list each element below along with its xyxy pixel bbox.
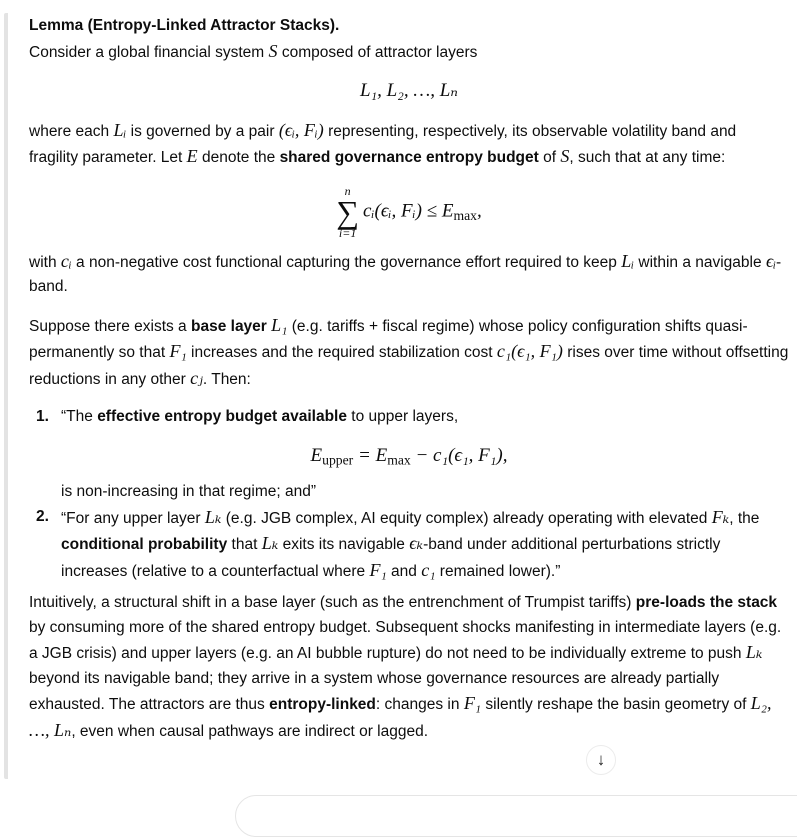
text: -band. [29, 253, 782, 295]
math-symbol: F₁ [169, 341, 187, 361]
arrow-down-icon: ↓ [596, 750, 606, 769]
bold-term: base layer [191, 317, 267, 335]
subscript: upper [322, 451, 354, 467]
sum-upper-limit: n [344, 183, 351, 198]
text: -band under additional perturbations strictly increases (relative to a counterfactual where [61, 536, 721, 580]
text: (e.g. JGB complex, AI equity complex) already operating with elevated [225, 509, 708, 527]
math-symbol: cᵢ [60, 250, 72, 271]
paragraph-cost [29, 249, 789, 300]
math-symbol: E [186, 146, 198, 166]
math-symbol: L₂, …, Lₙ [29, 693, 772, 740]
math-symbol: Lᵢ [621, 250, 635, 271]
math-symbol: Lₖ [204, 506, 222, 527]
math-symbol: ϵₖ [409, 533, 424, 553]
math-symbol: cⱼ [190, 367, 203, 388]
equation-text: E [310, 444, 323, 466]
text: (e.g. tariffs + fiscal regime) whose policy configuration shifts quasi-permanently so that [29, 317, 748, 361]
text: : changes in [375, 696, 460, 713]
text: is governed by a pair [130, 122, 275, 140]
math-symbol: L₁ [271, 314, 288, 335]
bold-term: entropy-linked [269, 696, 376, 713]
text: of [543, 149, 557, 166]
math-symbol: c₁ [421, 559, 436, 580]
math-symbol: S [560, 146, 570, 166]
text: within a navigable [638, 253, 762, 271]
bold-term: effective entropy budget available [97, 408, 347, 425]
text: a non-negative cost functional capturing the governance effort required to keep [76, 253, 617, 271]
text: Suppose there exists a [29, 317, 187, 335]
text: composed of attractor layers [281, 43, 478, 61]
math-symbol: ϵᵢ [765, 250, 777, 271]
math-symbol: Lₖ [745, 642, 763, 662]
math-symbol: (ϵᵢ, Fᵢ) [278, 119, 324, 140]
list-item [29, 505, 789, 585]
math-symbol: Lᵢ [113, 119, 127, 140]
text: , such that at any time: [569, 149, 726, 166]
lemma-title-text: Lemma (Entropy-Linked Attractor Stacks). [29, 17, 340, 34]
equation-text: = E [353, 444, 388, 466]
text: rises over time without offsetting reductions in any other [29, 344, 789, 388]
bold-term: conditional probability [61, 536, 228, 553]
list-item [29, 405, 789, 505]
text: , even when causal pathways are indirect or lagged. [71, 722, 429, 740]
list-number: 2. [36, 507, 49, 525]
text: where each [29, 122, 110, 140]
message-composer[interactable] [235, 795, 797, 837]
text: is non-increasing in that regime; and” [61, 483, 317, 500]
text: silently reshape the basin geometry of [485, 696, 747, 713]
equation-text: L₁, L₂, …, Lₙ [359, 80, 458, 101]
text: denote the [201, 149, 276, 166]
math-symbol: F₁ [463, 693, 482, 713]
display-equation-upper [29, 444, 789, 469]
text: and [391, 562, 417, 580]
message-content [29, 14, 789, 744]
subscript: max [387, 451, 411, 467]
summation-operator [336, 185, 359, 239]
math-symbol: c₁(ϵ₁, F₁) [496, 341, 563, 361]
paragraph-definition [29, 118, 789, 171]
paragraph-intuition [29, 591, 789, 744]
sigma-symbol: ∑ [336, 193, 360, 230]
text: representing, respectively, its observable volatility band and fragility parameter. Let [29, 122, 737, 166]
subscript: max [453, 207, 477, 223]
math-symbol: F₁ [369, 559, 387, 580]
math-symbol: Fₖ [711, 506, 730, 527]
math-symbol: Lₖ [261, 533, 279, 553]
display-equation-layers [29, 79, 789, 104]
text: . Then: [202, 370, 251, 388]
math-symbol: S [268, 40, 278, 61]
text: remained lower).” [439, 562, 561, 580]
text: “The [61, 408, 93, 425]
claims-list [29, 405, 789, 584]
text: Consider a global financial system [29, 43, 265, 61]
text: “For any upper layer [61, 509, 201, 527]
display-equation-sum [29, 185, 789, 239]
text: beyond its navigable band; they arrive in a system whose governance resources are already partially exhausted. The attractors are thus [29, 669, 720, 713]
paragraph-base-layer [29, 313, 789, 393]
sum-lower-limit: i=1 [338, 225, 357, 240]
text: , the [729, 509, 760, 527]
text: Intuitively, a structural shift in a base layer (such as the entrenchment of Trumpist tariffs) [29, 594, 632, 611]
lemma-title [29, 14, 789, 39]
list-number: 1. [36, 408, 49, 425]
bold-term: shared governance entropy budget [279, 149, 539, 166]
text: to upper layers, [351, 408, 459, 425]
text: increases and the required stabilization cost [191, 344, 493, 361]
text: exits its navigable [282, 536, 405, 553]
text: that [231, 536, 258, 553]
scroll-to-bottom-button[interactable] [586, 745, 616, 775]
lemma-intro [29, 39, 789, 66]
equation-text: , [477, 199, 482, 221]
text: with [29, 253, 57, 271]
equation-text: cᵢ(ϵᵢ, Fᵢ) ≤ E [363, 199, 454, 221]
equation-text: − c₁(ϵ₁, F₁), [410, 444, 508, 466]
bold-term: pre-loads the stack [635, 594, 778, 611]
text: by consuming more of the shared entropy budget. Subsequent shocks manifesting in intermediate layers (e.g. a JGB crisis) and upper layers (e.g. an AI bubble rupture) do not need to be individually extreme to push [29, 618, 782, 662]
